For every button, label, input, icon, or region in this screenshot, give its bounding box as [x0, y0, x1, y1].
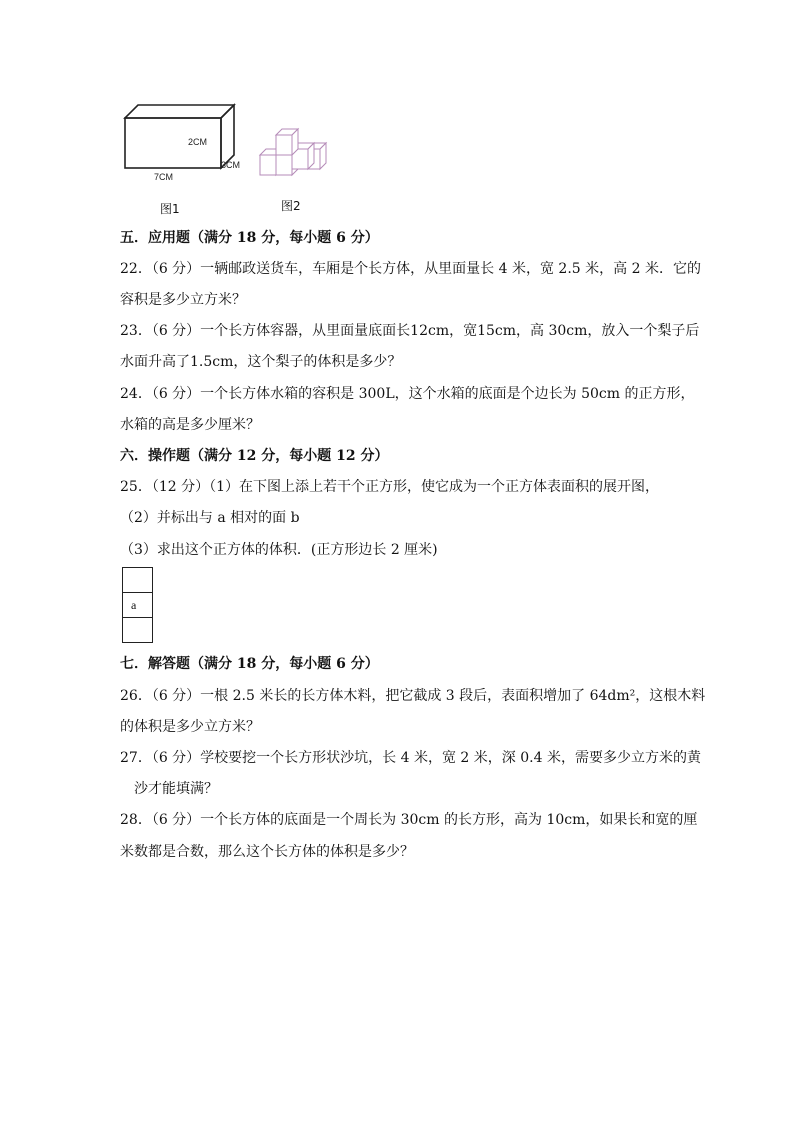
question-22-line-1: 22．（6 分）一辆邮政送货车，车厢是个长方体，从里面量长 4 米，宽 2.5 米，高 2 米．它的	[120, 261, 701, 277]
section-6-heading: 六．操作题（满分 12 分，每小题 12 分）	[120, 448, 389, 464]
question-27-line-1: 27．（6 分）学校要挖一个长方形状沙坑，长 4 米，宽 2 米，深 0.4 米，需要多少立方米的黄	[120, 750, 701, 766]
question-28-line-2: 米数都是合数，那么这个长方体的体积是多少？	[120, 844, 414, 860]
net-cell-top	[122, 567, 153, 593]
section-7-heading: 七．解答题（满分 18 分，每小题 6 分）	[120, 656, 379, 672]
figure-1-cuboid	[118, 100, 248, 180]
net-cell-a	[122, 592, 153, 618]
net-cell-a-label: a	[131, 598, 137, 612]
question-25-line-1: 25．（12 分）（1）在下图上添上若干个正方形，使它成为一个正方体表面积的展开图，	[120, 479, 659, 495]
cuboid-top-face	[125, 105, 234, 118]
question-22-line-2: 容积是多少立方米？	[120, 292, 246, 308]
question-25-line-3: （3）求出这个正方体的体积．(正方形边长 2 厘米)	[120, 542, 438, 558]
cuboid-length-label: 7CM	[154, 172, 174, 180]
cuboid-height-label: 2CM	[188, 137, 208, 147]
question-25-line-2: （2）并标出与 a 相对的面 b	[120, 510, 300, 526]
question-27-line-2: 沙才能填满？	[134, 781, 218, 797]
question-23-line-1: 23．（6 分）一个长方体容器，从里面量底面长12cm，宽15cm，高 30cm，放入一个梨子后	[120, 323, 700, 339]
question-24-line-1: 24．（6 分）一个长方体水箱的容积是 300L，这个水箱的底面是个边长为 50cm 的正方形，	[120, 386, 695, 402]
figure-2-cube-stack	[256, 125, 336, 181]
net-cell-bottom	[122, 617, 153, 643]
figure-1-label: 图1	[160, 202, 180, 216]
question-26-line-2: 的体积是多少立方米？	[120, 719, 260, 735]
cube-top	[276, 129, 298, 155]
question-24-line-2: 水箱的高是多少厘米？	[120, 417, 260, 433]
section-5-heading: 五．应用题（满分 18 分，每小题 6 分）	[120, 230, 379, 246]
cuboid-side-face	[221, 105, 234, 168]
question-26-line-1: 26．（6 分）一根 2.5 米长的长方体木料，把它截成 3 段后，表面积增加了 64dm²，这根木料	[120, 688, 706, 704]
question-23-line-2: 水面升高了1.5cm，这个梨子的体积是多少？	[120, 354, 402, 370]
question-28-line-1: 28．（6 分）一个长方体的底面是一个周长为 30cm 的长方形，高为 10cm，如果长和宽的厘	[120, 812, 698, 828]
figure-2-label: 图2	[281, 199, 301, 213]
cuboid-width-label: 3CM	[221, 160, 241, 170]
